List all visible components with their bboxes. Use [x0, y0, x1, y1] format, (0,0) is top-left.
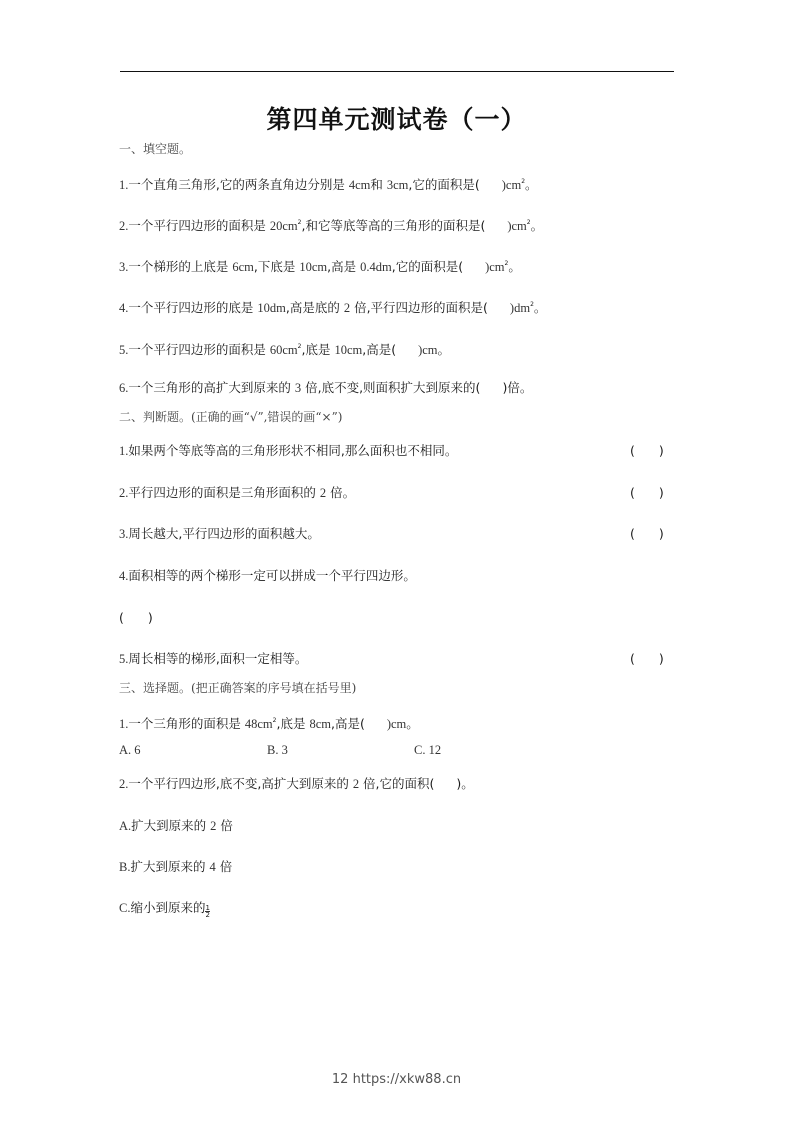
question-2-5: 5.周长相等的梯形,面积一定相等。	[119, 651, 308, 666]
page-title: 第四单元测试卷（一）	[266, 105, 527, 134]
question-1-6: 6.一个三角形的高扩大到原来的 3 倍,底不变,则面积扩大到原来的( )倍。	[119, 380, 533, 395]
question-3-2: 2.一个平行四边形,底不变,高扩大到原来的 2 倍,它的面积( )。	[119, 776, 474, 791]
option-a[interactable]: A.扩大到原来的 2 倍	[119, 818, 233, 833]
fraction-one-half: $\frac{1}{2}$	[205, 904, 210, 919]
answer-parentheses[interactable]: ( )	[630, 443, 664, 458]
answer-parentheses[interactable]: ( )	[630, 651, 664, 666]
answer-parentheses[interactable]: ( )	[630, 526, 664, 541]
question-1-1: 1.一个直角三角形,它的两条直角边分别是 4cm和 3cm,它的面积是( )$cm^2$。	[119, 177, 538, 192]
question-1-3: 3.一个梯形的上底是 6cm,下底是 10cm,高是 0.4dm,它的面积是( )$cm^2$。	[119, 259, 521, 274]
option-c[interactable]: C.缩小到原来的 $\frac{1}{2}$	[119, 900, 210, 919]
question-2-3: 3.周长越大,平行四边形的面积越大。	[119, 526, 320, 541]
question-2-2: 2.平行四边形的面积是三角形面积的 2 倍。	[119, 485, 356, 500]
option-b[interactable]: B.扩大到原来的 4 倍	[119, 859, 233, 874]
section-heading-fill-in: 一、填空题。	[119, 142, 192, 156]
section-heading-multiple-choice: 三、选择题。(把正确答案的序号填在括号里)	[119, 681, 357, 695]
question-2-4: 4.面积相等的两个梯形一定可以拼成一个平行四边形。	[119, 568, 416, 583]
answer-parentheses[interactable]: ( )	[119, 610, 153, 625]
answer-parentheses[interactable]: ( )	[630, 485, 664, 500]
option-b[interactable]: B. 3	[267, 743, 288, 757]
option-a[interactable]: A. 6	[119, 743, 141, 757]
question-1-5: 5.一个平行四边形的面积是 $60cm^2$,底是 10cm,高是( )cm。	[119, 342, 451, 357]
question-2-1: 1.如果两个等底等高的三角形形状不相同,那么面积也不相同。	[119, 443, 458, 458]
question-1-4: 4.一个平行四边形的底是 10dm,高是底的 2 倍,平行四边形的面积是( )$dm^2$。	[119, 300, 547, 315]
header-rule	[120, 71, 674, 72]
question-1-2: 2.一个平行四边形的面积是 $20cm^2$,和它等底等高的三角形的面积是( )$cm^2$。	[119, 218, 544, 233]
option-c[interactable]: C. 12	[414, 743, 442, 757]
section-heading-true-false: 二、判断题。(正确的画“√”,错误的画“×”)	[119, 410, 343, 424]
page-footer: 12 https://xkw88.cn	[331, 1072, 462, 1087]
question-3-1: 1.一个三角形的面积是 $48cm^2$,底是 8cm,高是( )cm。	[119, 716, 419, 731]
